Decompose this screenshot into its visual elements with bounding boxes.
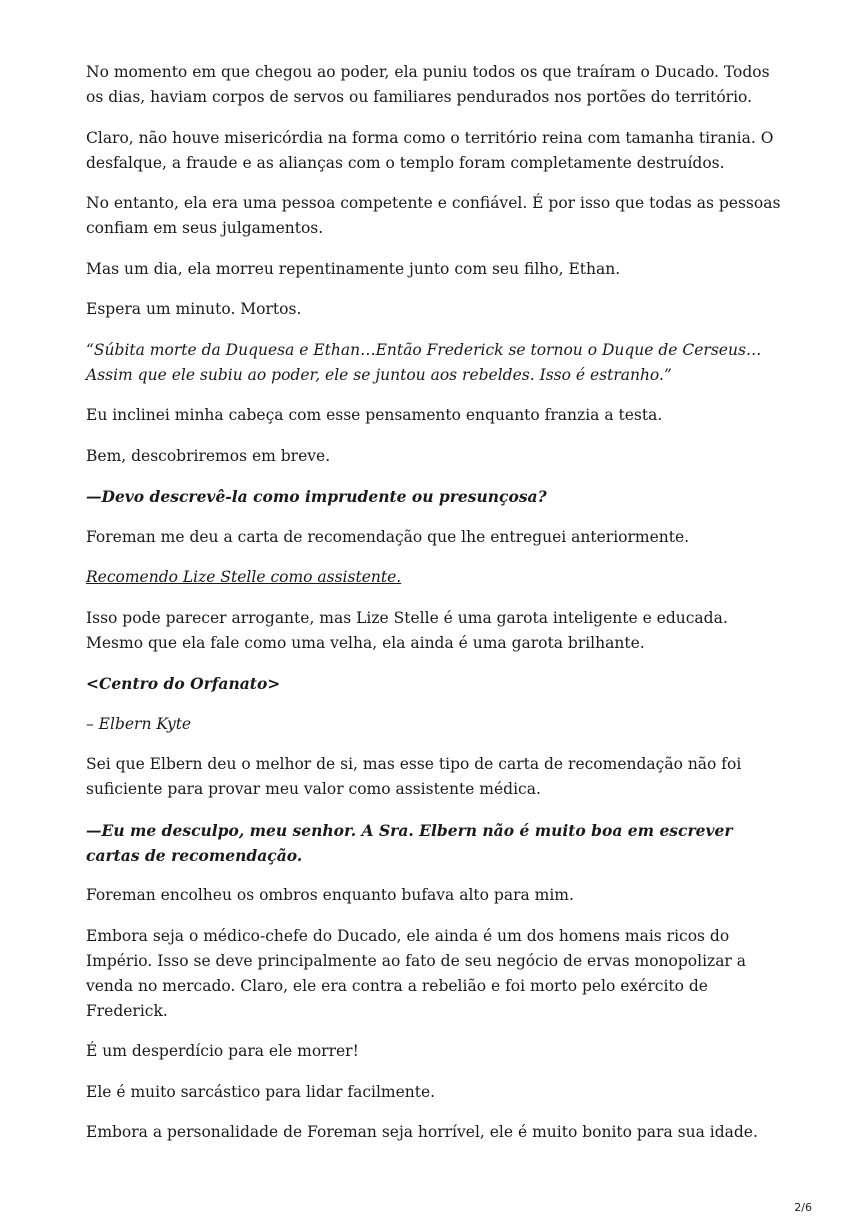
letter-heading: <Centro do Orfanato> bbox=[86, 674, 281, 693]
paragraph: Embora seja o médico-chefe do Ducado, ele ainda é um dos homens mais ricos do Império. Isso se deve principalmente ao fato de seu negócio de ervas monopolizar a venda no mercado. Claro, ele era contra a rebelião e foi morto pelo exército de Frederick. bbox=[86, 926, 747, 1020]
dialogue-line: —Eu me desculpo, meu senhor. A Sra. Elbern não é muito boa em escrever cartas de recomendação. bbox=[86, 820, 733, 865]
paragraph: Isso pode parecer arrogante, mas Lize Stelle é uma garota inteligente e educada. Mesmo que ela fale como uma velha, ela ainda é uma garota brilhante. bbox=[86, 608, 728, 652]
paragraph: Foreman me deu a carta de recomendação que lhe entreguei anteriormente. bbox=[86, 527, 690, 546]
paragraph: Sei que Elbern deu o melhor de si, mas esse tipo de carta de recomendação não foi suficiente para provar meu valor como assistente médica. bbox=[86, 755, 742, 798]
paragraph: Ele é muito sarcástico para lidar facilmente. bbox=[86, 1082, 436, 1101]
paragraph: Foreman encolheu os ombros enquanto bufava alto para mim. bbox=[86, 886, 574, 904]
paragraph: Embora a personalidade de Foreman seja horrível, ele é muito bonito para sua idade. bbox=[86, 1123, 758, 1141]
letter-line: Recomendo Lize Stelle como assistente. bbox=[86, 568, 402, 586]
paragraph: Eu inclinei minha cabeça com esse pensamento enquanto franzia a testa. bbox=[86, 406, 663, 424]
dialogue-line: —Devo descrevê-la como imprudente ou presunçosa? bbox=[86, 487, 547, 506]
paragraph: Claro, não houve misericórdia na forma como o território reina com tamanha tirania. O desfalque, a fraude e as alianças com o templo foram completamente destruídos. bbox=[86, 128, 774, 172]
paragraph: Bem, descobriremos em breve. bbox=[86, 446, 331, 465]
page-number: 2/6 bbox=[794, 1201, 812, 1214]
paragraph: Mas um dia, ela morreu repentinamente junto com seu filho, Ethan. bbox=[86, 259, 621, 278]
paragraph: No momento em que chegou ao poder, ela puniu todos os que traíram o Ducado. Todos os dias, haviam corpos de servos ou familiares pendurados nos portões do território. bbox=[86, 63, 770, 106]
paragraph: É um desperdício para ele morrer! bbox=[86, 1042, 359, 1060]
document-page bbox=[86, 60, 786, 1161]
paragraph: Espera um minuto. Mortos. bbox=[86, 300, 302, 318]
thought-paragraph: “Súbita morte da Duquesa e Ethan…Então Frederick se tornou o Duque de Cerseus… Assim que ele subiu ao poder, ele se juntou aos rebeldes. Isso é estranho.” bbox=[86, 340, 762, 384]
letter-signature: – Elbern Kyte bbox=[86, 714, 192, 733]
paragraph: No entanto, ela era uma pessoa competente e confiável. É por isso que todas as pessoas confiam em seus julgamentos. bbox=[86, 194, 781, 237]
